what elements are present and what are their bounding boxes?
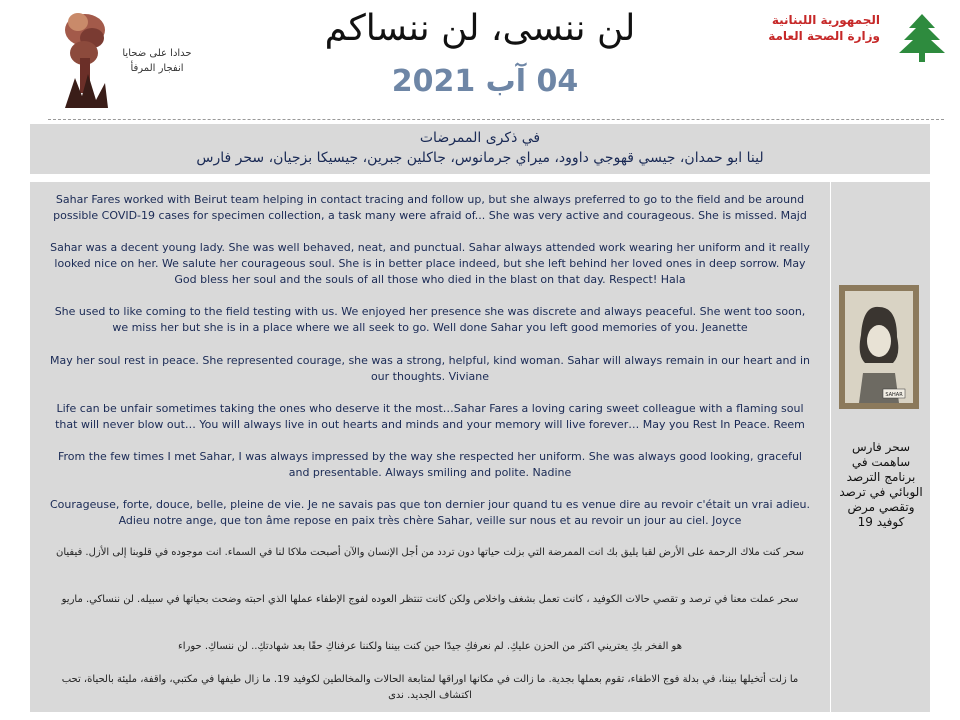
page-title: لن ننسى، لن ننساكم <box>324 8 636 49</box>
page-header <box>0 0 960 118</box>
banner-names: لينا ابو حمدان، جيسي قهوجي داوود، ميراي جرمانوس، جاكلين جبرين، جيسيكا بزجيان، سحر فارس <box>196 150 764 166</box>
profile-sidebar <box>831 182 930 712</box>
tribute-message: Sahar was a decent young lady. She was well behaved, neat, and punctual. Sahar always attended work wearing her uniform and it really looked nice on her. We salute her courageous soul. She is in better place indeed, but she left behind her loved ones in deep sorrow. May God bless her soul and the souls of all those who died in the blast on that day. Respect! Hala <box>50 241 810 286</box>
portrait-name-tag: SAHAR <box>885 392 903 398</box>
memorial-caption <box>112 46 202 76</box>
tribute-message: May her soul rest in peace. She represented courage, she was a strong, helpful, kind woman. Sahar will always remain in our heart and in our thoughts. Viviane <box>49 354 811 383</box>
ministry-logo-text <box>760 12 880 44</box>
profile-caption: سحر فارس ساهمت في برنامج الترصد الوبائي في ترصد وتقصي مرض كوفيد 19 <box>839 440 923 529</box>
tribute-message: Sahar Fares worked with Beirut team helping in contact tracing and follow up, but she always preferred to go to the field and be around possible COVID-19 cases for specimen collection, a task many were afraid of... She was very active and courageous. She is missed. Majd <box>53 193 807 222</box>
tribute-message: She used to like coming to the field testing with us. We enjoyed her presence she was discrete and always peaceful. She went too soon, we miss her but she is in a place where we all seek to go. Well done Sahar you left good memories of you. Jeanette <box>54 305 806 334</box>
republic-label: الجمهورية اللبنانية <box>771 13 880 27</box>
memorial-caption-line1: حدادا على ضحايا <box>122 48 192 59</box>
tributes-panel <box>30 182 830 712</box>
tribute-message-arabic: سحر كنت ملاك الرحمة على الأرض لقبا يليق بك انت الممرضة التي بزلت حياتها دون تردد من أجل الإنسان والآن أصبحت ملاكا لنا في السماء. انت موجوده في قلوبنا إلى الأزل. فيفيان <box>55 547 805 558</box>
portrait-sketch <box>839 285 919 409</box>
tribute-message: Courageuse, forte, douce, belle, pleine de vie. Je ne savais pas que ton dernier jour quand tu es venue dire au revoir c'était un vrai adieu. Adieu notre ange, que ton âme repose en paix très chère Sahar, veille sur nous et au revoir un jour au ciel. Joyce <box>49 498 811 527</box>
memorial-caption-line2: انفجار المرفأ <box>130 63 184 74</box>
tribute-message-arabic: هو الفخر بكِ يعتريني اكثر من الحزن عليكِ. لم نعرفكِ جيدًا حين كنت بيننا ولكننا عرفناكِ حقًا بعد شهادتكِ.. لن ننساكِ. حوراء <box>178 641 682 652</box>
header-divider <box>48 119 944 120</box>
tribute-message: Life can be unfair sometimes taking the ones who deserve it the most…Sahar Fares a loving caring sweet colleague with a flaming soul that will never blow out… You will always live in out hearts and minds and your memory will live forever… May you Rest In Peace. Reem <box>55 402 805 431</box>
cedar-logo-icon <box>895 10 950 65</box>
dedication-banner <box>30 124 930 174</box>
tribute-message: From the few times I met Sahar, I was always impressed by the way she respected her uniform. She was always good looking, graceful and presentable. Always smiling and polite. Nadine <box>58 450 802 479</box>
ministry-label: وزارة الصحة العامة <box>768 29 880 43</box>
banner-title: في ذكرى الممرضات <box>419 130 541 146</box>
tribute-message-arabic: سحر عملت معنا في ترصد و تقصي حالات الكوفيد ، كانت تعمل بشغف واخلاص ولكن كانت تنتظر العوده لفوج الإطفاء عملها الذي احبته وضحت بحياتها في سبيله. لن ننساكي. ماريو <box>61 594 799 605</box>
tribute-message-arabic: ما زلت أتخيلها بيننا، في بدلة فوج الاطفاء، تقوم بعملها بجدية. ما زالت في مكانها اوراقها لمتابعة الحالات والمخالطين لكوفيد 19. ما زال طيفها في مكتبي، واقفة، مليئة بالحياة، تحب اكتشاف الجديد. ندى <box>61 674 799 701</box>
explosion-illustration <box>60 8 110 113</box>
page-date: 04 آب 2021 <box>391 64 579 99</box>
